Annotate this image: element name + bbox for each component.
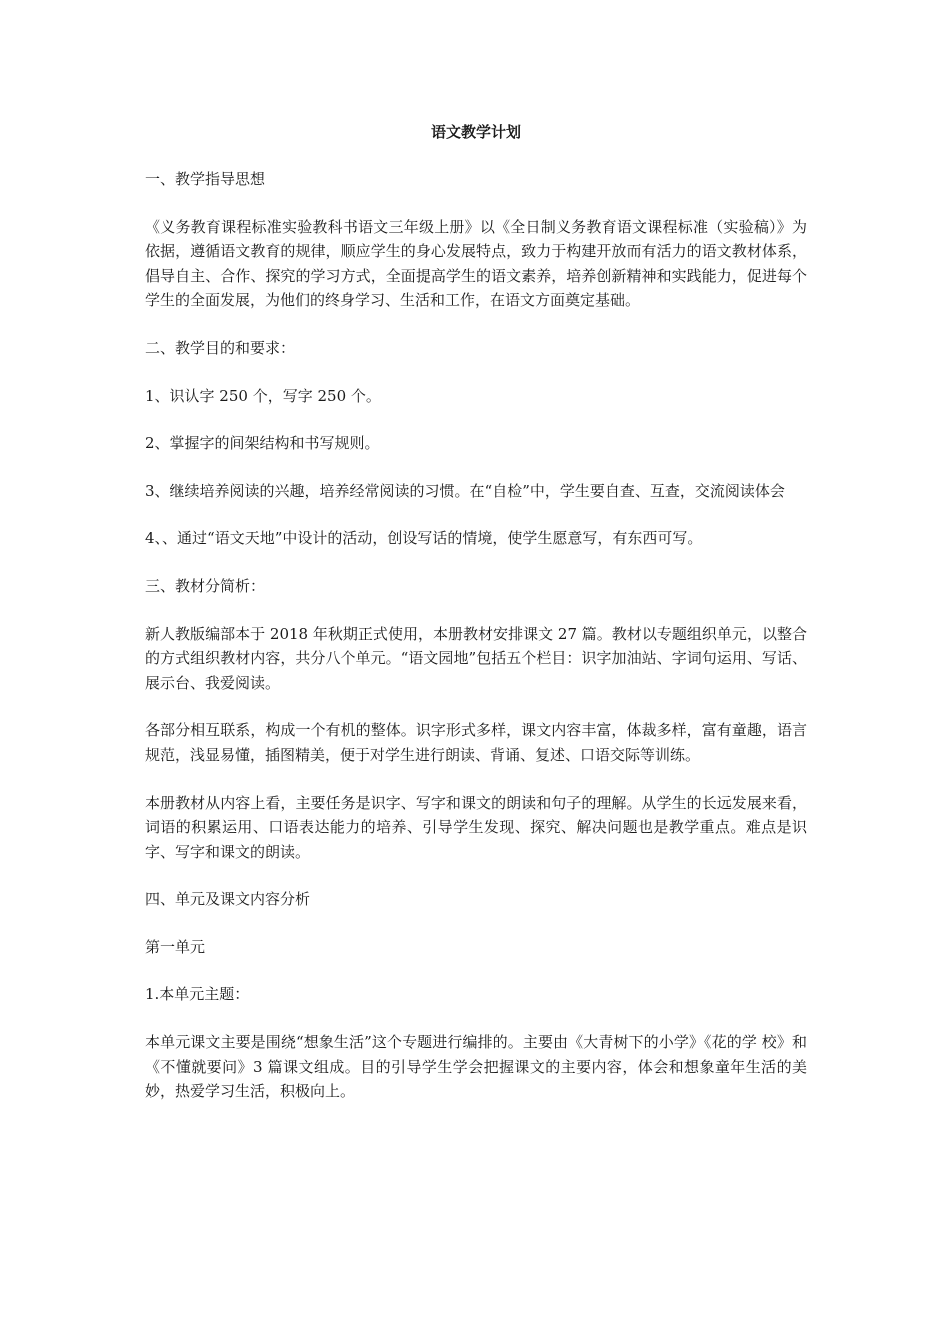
goal-item-2: 2、掌握字的间架结构和书写规则。 — [145, 434, 380, 453]
goal-item-1: 1、识认字 250 个，写字 250 个。 — [145, 386, 381, 405]
section-heading-units: 四、单元及课文内容分析 — [145, 890, 311, 909]
unit-heading-1: 第一单元 — [145, 937, 206, 956]
section-heading-materials: 三、教材分简析： — [145, 576, 266, 595]
paragraph-materials-3: 本册教材从内容上看，主要任务是识字、写字和课文的朗读和句子的理解。从学生的长远发展来看，词语的积累运用、口语表达能力的培养、引导学生发现、探究、解决问题也是教学重点。难点是识字、写字和课文的朗读。 — [145, 793, 807, 861]
section-heading-goals: 二、教学目的和要求： — [145, 338, 296, 357]
paragraph-materials-2: 各部分相互联系，构成一个有机的整体。识字形式多样，课文内容丰富，体裁多样，富有童趣，语言规范，浅显易懂，插图精美，便于对学生进行朗读、背诵、复述、口语交际等训练。 — [145, 721, 807, 764]
document-title: 语文教学计划 — [430, 123, 521, 141]
document-page — [145, 120, 807, 1127]
unit-theme-heading: 1.本单元主题： — [145, 985, 250, 1004]
goal-item-4: 4、、通过“语文天地”中设计的活动，创设写话的情境，使学生愿意写，有东西可写。 — [145, 529, 703, 548]
paragraph-unit-1-theme: 本单元课文主要是围绕“想象生活”这个专题进行编排的。主要由《大青树下的小学》《花的学 校》和《不懂就要问》3 篇课文组成。目的引导学生学会把握课文的主要内容，体会和想象童年生活的美妙，热爱学习生活，积极向上。 — [145, 1033, 807, 1101]
section-heading-guiding-ideology: 一、教学指导思想 — [145, 170, 266, 188]
paragraph-guiding-ideology: 《义务教育课程标准实验教科书语文三年级上册》以《全日制义务教育语文课程标准（实验稿）》为依据，遵循语文教育的规律，顺应学生的身心发展特点，致力于构建开放而有活力的语文教材体系，倡导自主、合作、探究的学习方式，全面提高学生的语文素养，培养创新精神和实践能力，促进每个学生的全面发展，为他们的终身学习、生活和工作，在语文方面奠定基础。 — [145, 217, 807, 310]
paragraph-materials-1: 新人教版编部本于 2018 年秋期正式使用，本册教材安排课文 27 篇。教材以专题组织单元，以整合的方式组织教材内容，共分八个单元。“语文园地”包括五个栏目：识字加油站、字词句运用、写话、展示台、我爱阅读。 — [145, 624, 807, 692]
goal-item-3: 3、继续培养阅读的兴趣，培养经常阅读的习惯。在“自检”中，学生要自查、互查，交流阅读体会 — [145, 481, 785, 500]
